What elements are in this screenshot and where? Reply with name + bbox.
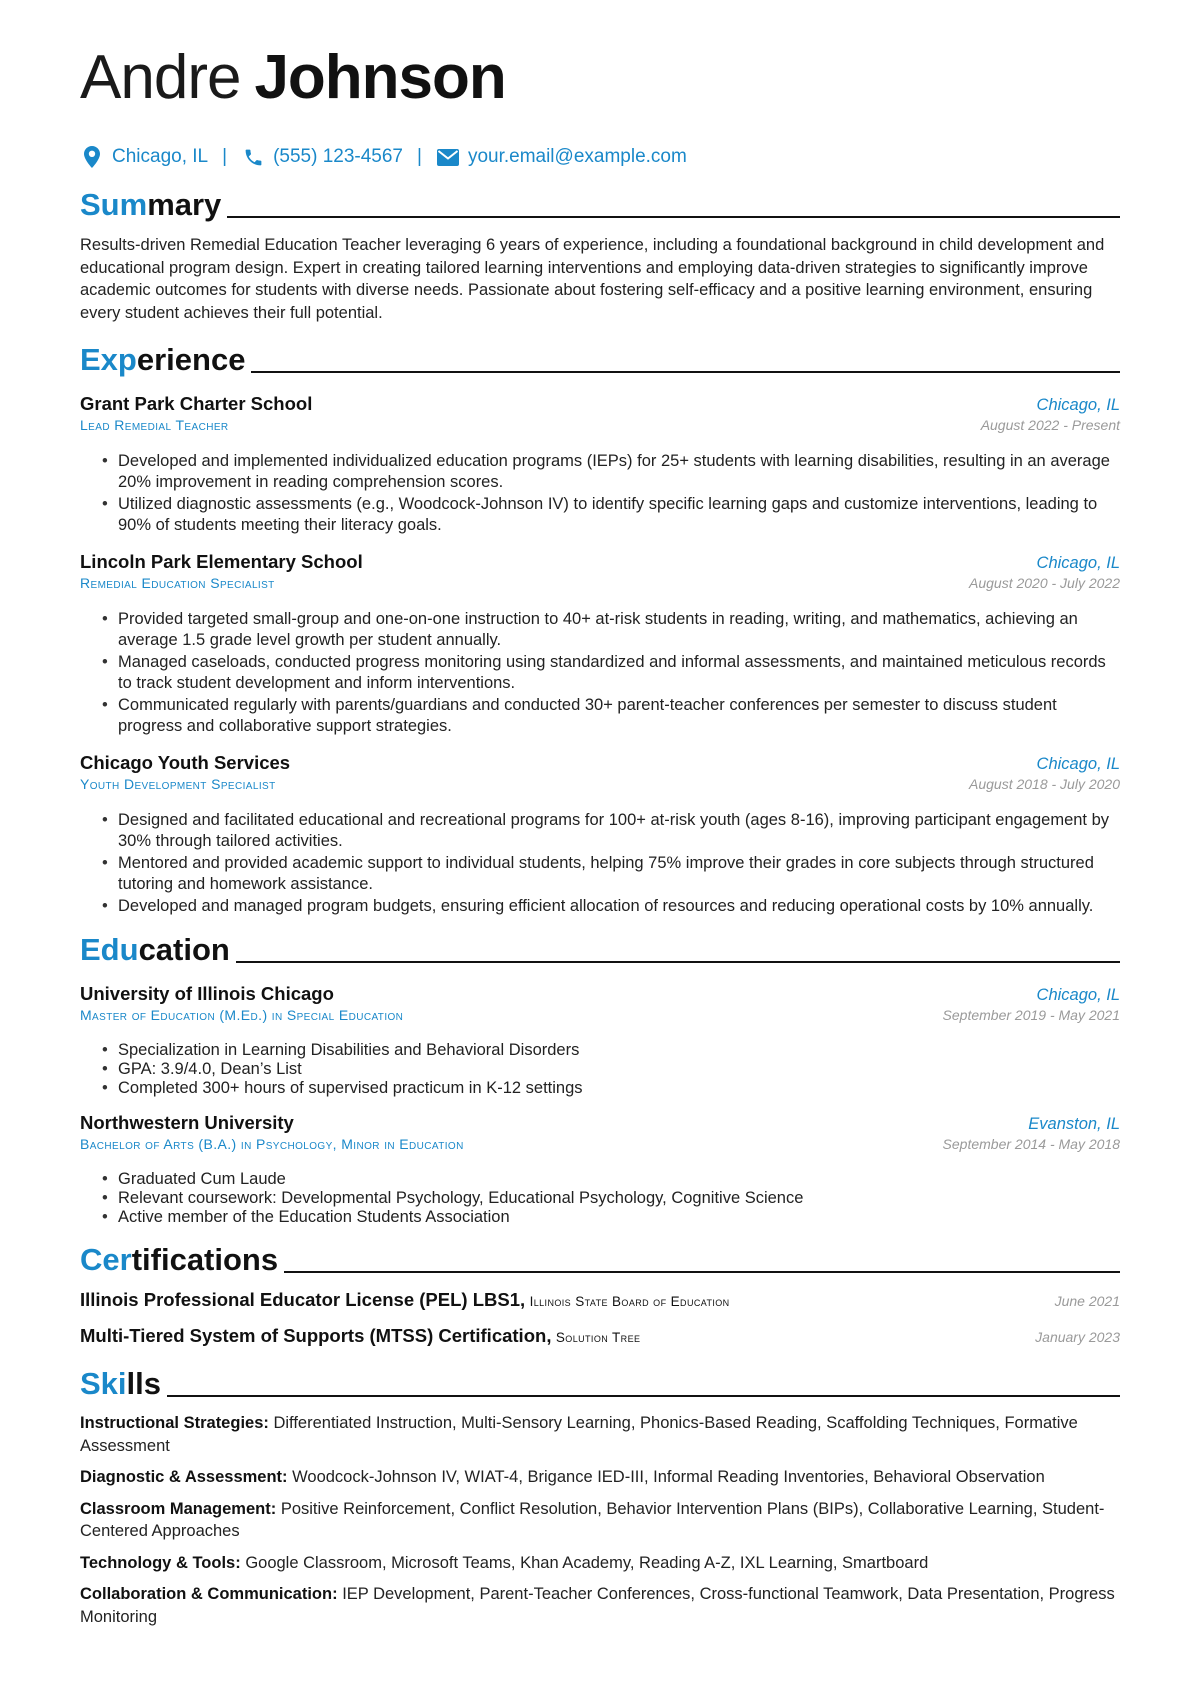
contact-email[interactable] <box>436 145 687 169</box>
bullet-item: • Developed and implemented individualized education programs (IEPs) for 25+ students with learning disabilities, resulting in an average 20% improvement in reading comprehension scores. <box>102 451 1120 494</box>
skill-values: IEP Development, Parent-Teacher Conferences, Cross-functional Teamwork, Data Presentation, Progress Monitoring <box>80 1585 1115 1626</box>
skill-group <box>80 1583 1120 1628</box>
degree-name: Master of Education (M.Ed.) in Special Education <box>80 1007 404 1024</box>
bullet-item: • Designed and facilitated educational and recreational programs for 100+ at-risk youth (ages 8-16), improving participant engagement by 30% through tailored activities. <box>102 810 1120 853</box>
contact-separator: | <box>222 146 228 167</box>
section-title-accent: Edu <box>80 932 139 968</box>
skill-values: Google Classroom, Microsoft Teams, Khan Academy, Reading A-Z, IXL Learning, Smartboard <box>245 1553 929 1572</box>
location-text: Chicago, IL <box>112 146 209 167</box>
map-pin-icon <box>80 145 104 169</box>
section-title-accent: Cer <box>80 1242 132 1278</box>
job-dates: August 2018 - July 2020 <box>969 775 1120 792</box>
contact-phone[interactable] <box>241 145 403 169</box>
education-entry <box>80 983 1120 1098</box>
education-dates: September 2014 - May 2018 <box>942 1136 1120 1153</box>
experience-entry <box>80 393 1120 537</box>
bullet-item: • Relevant coursework: Developmental Psychology, Educational Psychology, Cognitive Science <box>102 1189 1120 1208</box>
skill-values: Woodcock-Johnson IV, WIAT-4, Brigance IED-III, Informal Reading Inventories, Behavioral Observation <box>292 1468 1045 1487</box>
section-title-rest: cation <box>138 932 230 968</box>
job-bullets <box>102 810 1120 918</box>
employer-name: Grant Park Charter School <box>80 392 313 414</box>
job-title: Remedial Education Specialist <box>80 574 275 591</box>
phone-text[interactable]: (555) 123-4567 <box>273 146 403 167</box>
skill-label: Classroom Management: <box>80 1499 277 1518</box>
contact-location <box>80 145 208 169</box>
experience-entry <box>80 752 1120 918</box>
education-bullets <box>102 1041 1120 1098</box>
certification-issuer: Solution Tree <box>555 1330 641 1346</box>
section-title-rest: tifications <box>131 1242 279 1278</box>
education-bullets <box>102 1170 1120 1227</box>
section-divider <box>227 216 1120 218</box>
section-title-accent: Ski <box>80 1366 127 1402</box>
bullet-item: • Developed and managed program budgets, ensuring efficient allocation of resources and reducing operational costs by 10% annually. <box>102 896 1120 918</box>
job-dates: August 2022 - Present <box>980 416 1120 433</box>
section-divider <box>284 1271 1120 1273</box>
candidate-name <box>80 36 1120 120</box>
job-location: Chicago, IL <box>1036 395 1120 414</box>
school-name: University of Illinois Chicago <box>80 983 334 1005</box>
skill-group <box>80 1412 1120 1457</box>
employer-name: Lincoln Park Elementary School <box>80 550 363 572</box>
job-bullets <box>102 451 1120 537</box>
skill-group <box>80 1552 1120 1575</box>
school-location: Evanston, IL <box>1028 1115 1120 1134</box>
last-name: Johnson <box>254 43 506 112</box>
section-title-rest: erience <box>136 341 246 377</box>
section-title-rest: mary <box>147 187 222 222</box>
section-title-experience <box>80 339 1120 379</box>
envelope-icon <box>436 145 460 169</box>
employer-name: Chicago Youth Services <box>80 751 291 773</box>
section-title-accent: Sum <box>80 187 148 222</box>
certification-issuer: Illinois State Board of Education <box>529 1294 730 1310</box>
bullet-item: • Utilized diagnostic assessments (e.g., Woodcock-Johnson IV) to identify specific learning gaps and customize interventions, leading to 90% of students meeting their literacy goals. <box>102 494 1120 537</box>
section-divider <box>251 371 1120 373</box>
skill-values: Positive Reinforcement, Conflict Resolution, Behavior Intervention Plans (BIPs), Collaborative Learning, Student-Centered Approaches <box>80 1499 1105 1541</box>
job-location: Chicago, IL <box>1036 754 1120 773</box>
certification-item: Multi-Tiered System of Supports (MTSS) Certification, Solution Tree January 2023 <box>80 1325 1120 1347</box>
bullet-item: • Active member of the Education Students Association <box>102 1208 1120 1227</box>
contact-separator: | <box>417 146 422 167</box>
bullet-item: • Communicated regularly with parents/guardians and conducted 30+ parent-teacher conferences per semester to discuss student progress and collaborative support strategies. <box>102 695 1120 738</box>
section-title-certifications <box>80 1239 1120 1279</box>
section-divider <box>167 1395 1120 1397</box>
skill-label: Instructional Strategies: <box>80 1414 269 1433</box>
certification-item: Illinois Professional Educator License (PEL) LBS1, Illinois State Board of Education June 2021 <box>80 1289 1120 1311</box>
certification-name: Multi-Tiered System of Supports (MTSS) Certification <box>80 1325 547 1347</box>
section-title-skills <box>80 1363 1120 1403</box>
bullet-item: • Completed 300+ hours of supervised practicum in K-12 settings <box>102 1079 1120 1098</box>
skill-label: Collaboration & Communication: <box>80 1585 338 1604</box>
skill-values: Differentiated Instruction, Multi-Sensory Learning, Phonics-Based Reading, Scaffolding Techniques, Formative Assessment <box>80 1414 1078 1455</box>
education-dates: September 2019 - May 2021 <box>942 1007 1120 1024</box>
job-bullets <box>102 609 1120 738</box>
summary-text: Results-driven Remedial Education Teacher leveraging 6 years of experience, including a foundational background in child development and educational program design. Expert in creating tailored learning interventions and employing data-driven strategies to significantly improve academic outcomes for students with diverse needs. Passionate about fostering self-efficacy and a positive learning environment, ensuring every student achieves their full potential. <box>80 236 1105 323</box>
job-dates: August 2020 - July 2022 <box>969 574 1120 591</box>
education-entry <box>80 1112 1120 1227</box>
bullet-item: • Graduated Cum Laude <box>102 1170 1120 1189</box>
school-location: Chicago, IL <box>1036 986 1120 1005</box>
section-title-summary <box>80 184 1120 224</box>
job-title: Youth Development Specialist <box>80 775 276 792</box>
skill-group <box>80 1498 1120 1543</box>
email-link[interactable]: your.email@example.com <box>467 146 687 167</box>
job-location: Chicago, IL <box>1036 553 1120 572</box>
contact-bar <box>80 142 1120 172</box>
bullet-item: • Specialization in Learning Disabilities and Behavioral Disorders <box>102 1041 1120 1060</box>
bullet-item: • Provided targeted small-group and one-on-one instruction to 40+ at-risk students in reading, writing, and mathematics, achieving an average 1.5 grade level growth per student annually. <box>102 609 1120 652</box>
experience-entry <box>80 551 1120 738</box>
phone-icon <box>241 145 265 169</box>
degree-name: Bachelor of Arts (B.A.) in Psychology, Minor in Education <box>80 1136 464 1153</box>
section-title-education <box>80 929 1120 969</box>
section-title-accent: Exp <box>80 341 137 377</box>
school-name: Northwestern University <box>80 1112 294 1134</box>
resume-page <box>80 36 1120 1628</box>
bullet-item: • GPA: 3.9/4.0, Dean’s List <box>102 1060 1120 1079</box>
section-title-rest: lls <box>126 1366 161 1402</box>
first-name: Andre <box>80 43 241 112</box>
certification-name: Illinois Professional Educator License (PEL) LBS1 <box>80 1289 520 1311</box>
certification-date: January 2023 <box>1035 1329 1120 1346</box>
section-divider <box>236 961 1120 963</box>
skill-group <box>80 1466 1120 1489</box>
skill-label: Diagnostic & Assessment: <box>80 1468 288 1487</box>
certification-date: June 2021 <box>1054 1293 1120 1310</box>
bullet-item: • Managed caseloads, conducted progress monitoring using standardized and informal assessments, and maintained meticulous records to track student development and inform interventions. <box>102 652 1120 695</box>
bullet-item: • Mentored and provided academic support to individual students, helping 75% improve their grades in core subjects through structured tutoring and homework assistance. <box>102 853 1120 896</box>
job-title: Lead Remedial Teacher <box>80 416 229 433</box>
skill-label: Technology & Tools: <box>80 1553 241 1572</box>
